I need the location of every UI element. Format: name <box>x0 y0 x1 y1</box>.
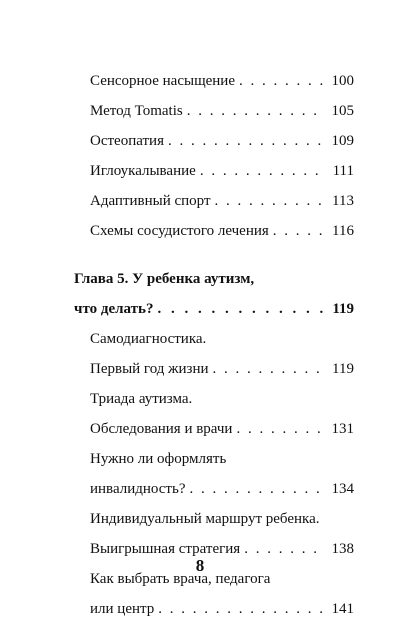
toc-entry-page: 100 <box>331 73 354 89</box>
chapter-title-line2: что делать? <box>74 301 154 317</box>
dot-leader <box>154 594 324 624</box>
toc-entry-page: 119 <box>332 361 354 377</box>
chapter-page: 119 <box>332 301 354 317</box>
toc-entry-page: 113 <box>332 193 354 209</box>
toc-entry-disability-q[interactable] <box>74 444 354 474</box>
dot-leader <box>153 294 324 324</box>
toc-entry-page: 138 <box>331 541 354 557</box>
dot-leader <box>209 354 324 384</box>
dot-leader <box>186 474 325 504</box>
toc-chapter-5-title[interactable] <box>74 264 354 294</box>
dot-leader <box>269 216 324 246</box>
chapter-title-line1: Глава 5. У ребенка аутизм, <box>74 271 255 287</box>
toc-entry-label: Выигрышная стратегия <box>90 541 241 557</box>
table-of-contents <box>74 66 354 624</box>
toc-entry-sensory[interactable] <box>74 66 354 96</box>
toc-entry-label: Схемы сосудистого лечения <box>90 223 269 239</box>
toc-entry-label: Метод Tomatis <box>90 103 183 119</box>
toc-entry-label: Триада аутизма. <box>90 391 193 407</box>
dot-leader <box>232 414 324 444</box>
toc-entry-label: Индивидуальный маршрут ребенка. <box>90 511 320 527</box>
toc-entry-self-diagnosis[interactable] <box>74 324 354 354</box>
toc-entry-tomatis[interactable] <box>74 96 354 126</box>
toc-entry-vascular-treatment[interactable] <box>74 216 354 246</box>
toc-entry-osteopathy[interactable] <box>74 126 354 156</box>
toc-entry-autism-triad[interactable] <box>74 384 354 414</box>
toc-entry-page: 134 <box>331 481 354 497</box>
toc-entry-page: 131 <box>331 421 354 437</box>
toc-entry-first-year[interactable] <box>74 354 354 384</box>
toc-entry-label: Иглоукалывание <box>90 163 196 179</box>
toc-entry-label: Первый год жизни <box>90 361 209 377</box>
toc-entry-examinations[interactable] <box>74 414 354 444</box>
dot-leader <box>183 96 324 126</box>
toc-entry-label: Обследования и врачи <box>90 421 233 437</box>
toc-entry-label: инвалидность? <box>90 481 186 497</box>
toc-entry-label: Остеопатия <box>90 133 164 149</box>
toc-entry-page: 105 <box>331 103 354 119</box>
toc-entry-label: Как выбрать врача, педагога <box>90 571 271 587</box>
dot-leader <box>235 66 324 96</box>
toc-entry-choose-doctor-cont[interactable] <box>74 594 354 624</box>
toc-entry-label: Самодиагностика. <box>90 331 207 347</box>
toc-entry-label: Нужно ли оформлять <box>90 451 227 467</box>
toc-entry-label: Сенсорное насыщение <box>90 73 235 89</box>
toc-entry-label: Адаптивный спорт <box>90 193 211 209</box>
toc-entry-disability-q-cont[interactable] <box>74 474 354 504</box>
toc-entry-page: 111 <box>332 163 354 179</box>
toc-entry-acupuncture[interactable] <box>74 156 354 186</box>
dot-leader <box>211 186 324 216</box>
page-number: 8 <box>195 556 205 575</box>
dot-leader <box>164 126 324 156</box>
toc-chapter-5-title-cont[interactable] <box>74 294 354 324</box>
toc-entry-page: 141 <box>331 601 354 617</box>
toc-entry-individual-route[interactable] <box>74 504 354 534</box>
toc-entry-adaptive-sport[interactable] <box>74 186 354 216</box>
dot-leader <box>196 156 324 186</box>
toc-entry-label: или центр <box>90 601 155 617</box>
toc-entry-page: 109 <box>331 133 354 149</box>
toc-entry-page: 116 <box>332 223 354 239</box>
